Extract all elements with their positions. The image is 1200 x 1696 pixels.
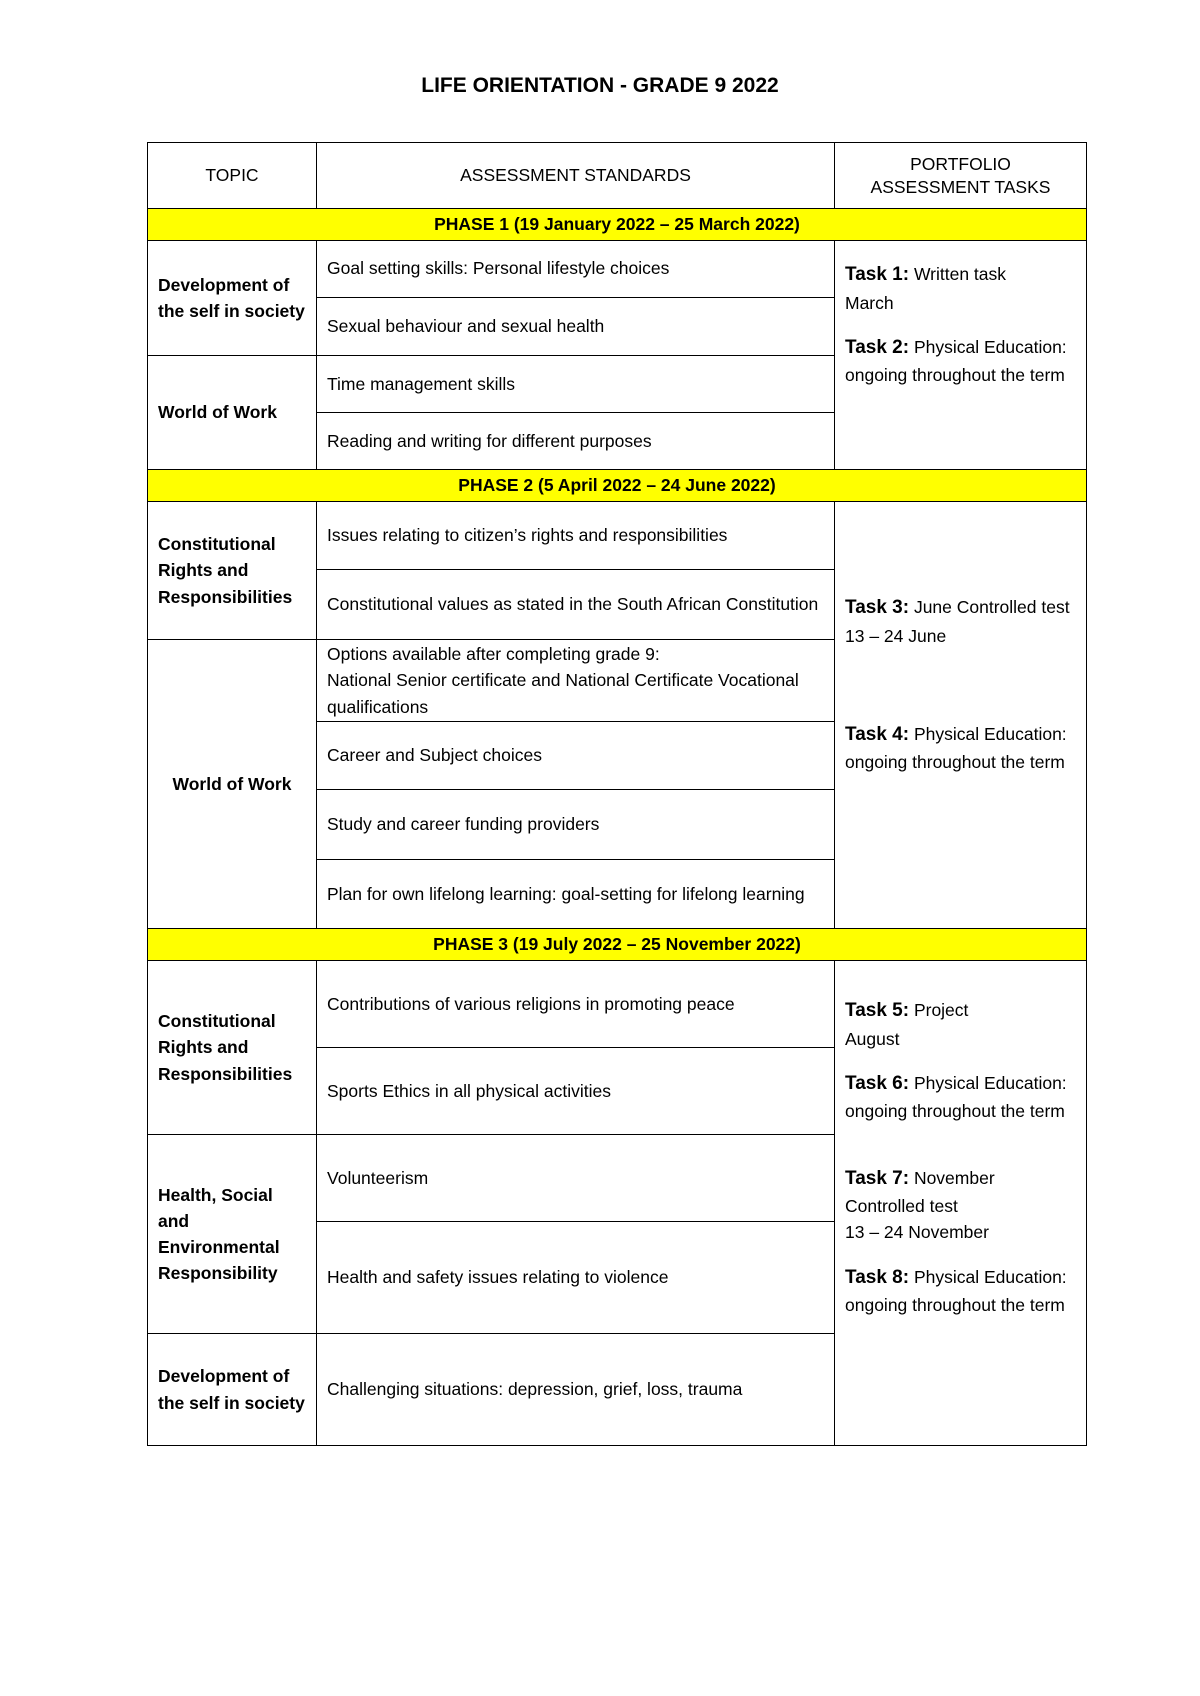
table-row (148, 241, 1087, 298)
table-row (148, 961, 1087, 1048)
standard-cell: Issues relating to citizen’s rights and responsibilities (317, 502, 835, 570)
tasks-cell (835, 241, 1087, 470)
phase-3-label: PHASE 3 (19 July 2022 – 25 November 2022) (148, 929, 1087, 961)
task-3 (845, 594, 1076, 623)
standard-cell: Goal setting skills: Personal lifestyle choices (317, 241, 835, 298)
standard-cell: Health and safety issues relating to violence (317, 1222, 835, 1334)
task-8-text: Physical Education: ongoing throughout the term (845, 1266, 1067, 1315)
phase-3-row (148, 929, 1087, 961)
task-5 (845, 997, 1076, 1026)
task-1 (845, 261, 1076, 290)
task-7-text: November Controlled test (845, 1167, 995, 1216)
task-4 (845, 721, 1076, 776)
assessment-plan-table (147, 142, 1087, 1446)
task-3-text: June Controlled test (909, 597, 1070, 617)
task-6-text: Physical Education: ongoing throughout the term (845, 1072, 1067, 1122)
task-7 (845, 1165, 1076, 1220)
task-2-text: Physical Education: ongoing throughout the term (845, 336, 1067, 386)
task-4-text: Physical Education: ongoing throughout the term (845, 723, 1067, 773)
topic-cell: Constitutional Rights and Responsibilities (148, 961, 317, 1135)
header-portfolio-line2: ASSESSMENT TASKS (870, 176, 1051, 197)
task-2 (845, 334, 1076, 389)
task-7-label: Task 7: (845, 1167, 910, 1189)
standard-cell: Volunteerism (317, 1135, 835, 1222)
standard-cell: Career and Subject choices (317, 722, 835, 790)
header-assessment-standards: ASSESSMENT STANDARDS (317, 143, 835, 209)
standard-cell: Constitutional values as stated in the South African Constitution (317, 570, 835, 640)
table-row (148, 502, 1087, 570)
task-8 (845, 1264, 1076, 1319)
task-1-label: Task 1: (845, 264, 910, 285)
header-portfolio-tasks (835, 143, 1087, 209)
task-8-label: Task 8: (845, 1266, 910, 1288)
header-topic: TOPIC (148, 143, 317, 209)
topic-cell: Development of the self in society (148, 241, 317, 356)
task-6 (845, 1070, 1076, 1125)
header-portfolio-line1: PORTFOLIO (910, 153, 1011, 174)
phase-1-row (148, 209, 1087, 241)
table-header-row (148, 143, 1087, 209)
standard-cell (317, 640, 835, 722)
tasks-cell (835, 961, 1087, 1446)
standard-cell: Study and career funding providers (317, 790, 835, 860)
standard-cell: Sexual behaviour and sexual health (317, 298, 835, 356)
task-5-date: August (845, 1028, 900, 1049)
task-2-label: Task 2: (845, 336, 910, 358)
topic-cell: World of Work (148, 640, 317, 929)
standard-cell: Time management skills (317, 356, 835, 413)
task-3-label: Task 3: (845, 597, 910, 618)
standard-line: Options available after completing grade 9: (327, 644, 660, 665)
task-1-date: March (845, 292, 894, 313)
task-6-label: Task 6: (845, 1072, 910, 1094)
task-3-date: 13 – 24 June (845, 625, 947, 646)
phase-1-label: PHASE 1 (19 January 2022 – 25 March 2022) (148, 209, 1087, 241)
standard-cell: Contributions of various religions in promoting peace (317, 961, 835, 1048)
standard-cell: Challenging situations: depression, grief, loss, trauma (317, 1334, 835, 1446)
standard-cell: Sports Ethics in all physical activities (317, 1048, 835, 1135)
task-7-date: 13 – 24 November (845, 1222, 989, 1243)
task-5-label: Task 5: (845, 1000, 910, 1021)
standard-cell: Plan for own lifelong learning: goal-setting for lifelong learning (317, 860, 835, 929)
topic-cell: World of Work (148, 356, 317, 470)
topic-cell: Health, Social and Environmental Responsibility (148, 1135, 317, 1334)
standard-cell: Reading and writing for different purposes (317, 413, 835, 470)
topic-cell: Development of the self in society (148, 1334, 317, 1446)
standard-line: National Senior certificate and National Certificate Vocational qualifications (327, 670, 799, 717)
topic-cell: Constitutional Rights and Responsibilities (148, 502, 317, 640)
document-title: LIFE ORIENTATION - GRADE 9 2022 (421, 74, 779, 97)
phase-2-label: PHASE 2 (5 April 2022 – 24 June 2022) (148, 470, 1087, 502)
task-1-text: Written task (909, 264, 1007, 284)
task-5-text: Project (909, 1000, 969, 1020)
task-4-label: Task 4: (845, 723, 910, 745)
phase-2-row (148, 470, 1087, 502)
tasks-cell (835, 502, 1087, 929)
